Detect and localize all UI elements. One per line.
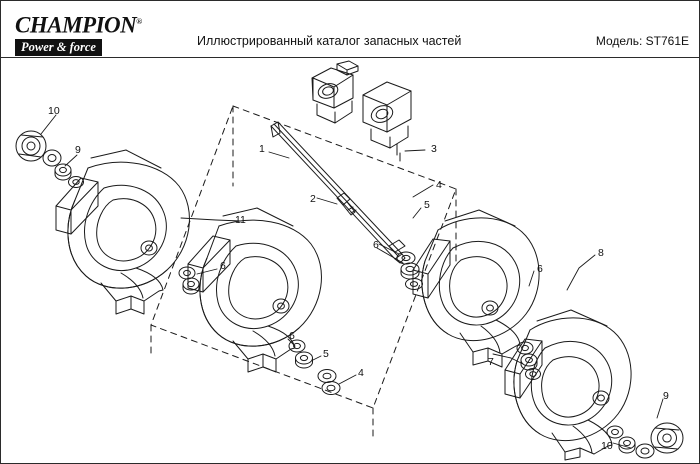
- callout-3: 3: [431, 143, 437, 155]
- auger-shaft: [271, 122, 405, 263]
- callout-5-lower: 5: [323, 348, 329, 360]
- parts-diagram: [1, 58, 699, 463]
- leader-lines: [41, 115, 663, 448]
- callout-1: 1: [259, 143, 265, 155]
- callout-4-lower: 4: [358, 367, 364, 379]
- fastener-stack-lower-left: [289, 340, 340, 395]
- hub-assembly-right: [607, 423, 683, 458]
- callout-5-top: 5: [424, 199, 430, 211]
- fastener-stack-right-top: [397, 252, 423, 290]
- hub-assembly-left: [16, 131, 84, 188]
- brand-tagline: Power & force: [15, 39, 102, 56]
- gearbox-assembly-top-left: [312, 61, 358, 123]
- callout-2: 2: [310, 193, 316, 205]
- callout-6-right: 6: [537, 263, 543, 275]
- callout-4-top: 4: [436, 179, 442, 191]
- model-label: Модель: ST761E: [595, 34, 689, 48]
- gearbox-assembly-top-right: [363, 82, 411, 161]
- callout-6-upper-left: 6: [220, 260, 226, 272]
- bolt-part: [337, 193, 356, 215]
- callout-10-right: 10: [601, 440, 613, 452]
- callout-6-lower-left: 6: [289, 330, 295, 342]
- callout-7: 7: [488, 356, 494, 368]
- page-title: Иллюстрированный каталог запасных частей: [197, 34, 462, 48]
- exploded-view-drawing: [1, 58, 699, 463]
- brand-name: [15, 11, 190, 37]
- registered-trademark-icon: ®: [136, 17, 142, 26]
- callout-9-right: 9: [663, 390, 669, 402]
- callout-11: 11: [235, 214, 246, 226]
- callout-6-top: 6: [373, 239, 379, 251]
- auger-blade-lower-left: [188, 208, 321, 372]
- auger-blade-upper-left: [56, 150, 189, 314]
- page-header: [1, 1, 700, 58]
- brand-name-text: CHAMPION: [15, 12, 137, 38]
- callout-10-left: 10: [48, 105, 60, 117]
- callout-9-left: 9: [75, 144, 81, 156]
- brand-logo: [15, 11, 190, 54]
- callout-8: 8: [598, 247, 604, 259]
